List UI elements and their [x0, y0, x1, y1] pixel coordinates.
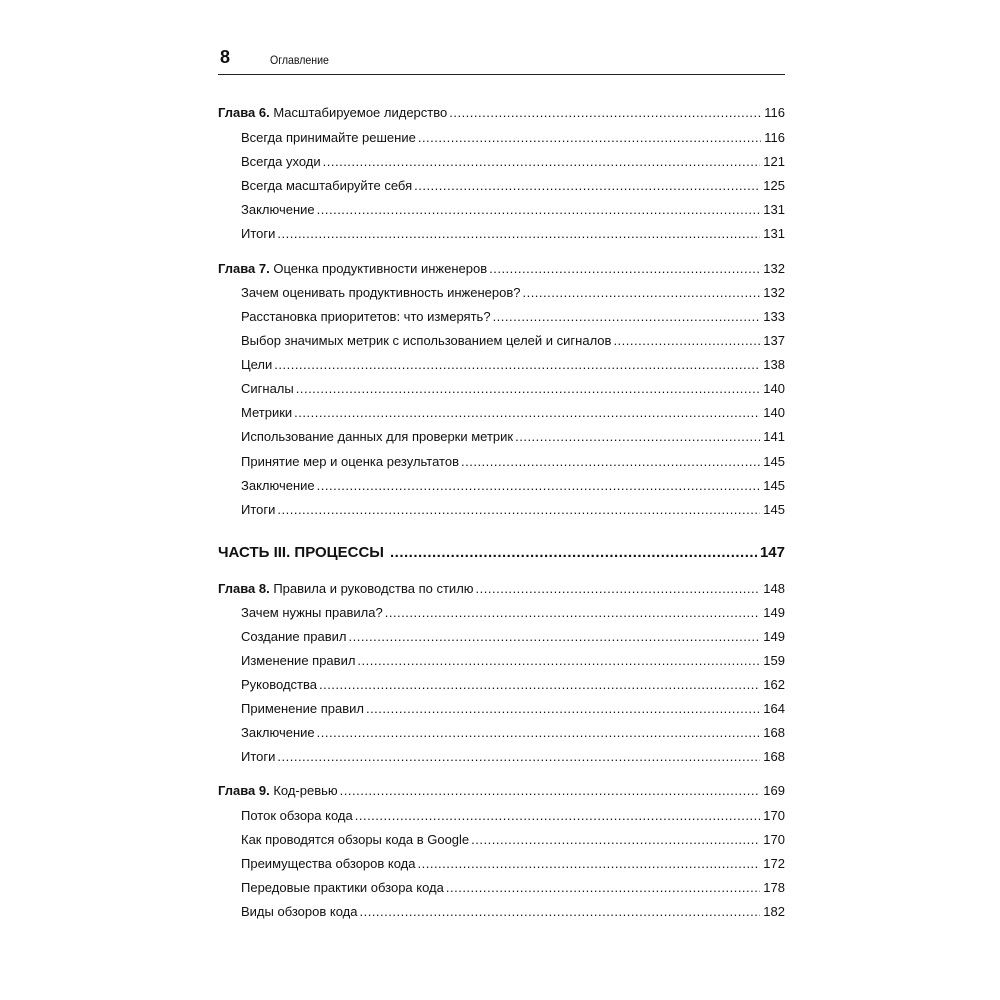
toc-entry-title: Цели — [241, 357, 273, 372]
toc-chapter-8[interactable] — [218, 581, 785, 597]
toc-page-number: 141 — [763, 429, 785, 444]
toc-page-number: 140 — [763, 381, 785, 396]
toc-entry[interactable] — [241, 429, 785, 445]
toc-page-number: 178 — [763, 880, 785, 895]
dot-leader — [355, 808, 761, 824]
dot-leader — [366, 701, 760, 717]
toc-entry[interactable] — [241, 405, 785, 421]
toc-entry[interactable] — [241, 629, 785, 645]
toc-entry-title: Как проводятся обзоры кода в Google — [241, 832, 470, 847]
toc-entry-title: Преимущества обзоров кода — [241, 856, 416, 871]
dot-leader — [340, 783, 761, 799]
toc-entry[interactable] — [241, 808, 785, 824]
toc-entry-title: Поток обзора кода — [241, 808, 353, 823]
dot-leader — [449, 105, 761, 121]
toc-entry-title: Зачем оценивать продуктивность инженеров? — [241, 285, 521, 300]
dot-leader — [294, 405, 760, 421]
dot-leader — [317, 202, 761, 218]
toc-entry[interactable] — [241, 653, 785, 669]
dot-leader — [317, 725, 761, 741]
toc-page-number: 162 — [763, 677, 785, 692]
dot-leader — [489, 261, 760, 277]
toc-page-number: 169 — [763, 783, 785, 798]
dot-leader — [319, 677, 760, 693]
page-number: 8 — [220, 47, 231, 67]
toc-entry[interactable] — [241, 856, 785, 872]
toc-entry-title: Создание правил — [241, 629, 347, 644]
toc-entry-title: Выбор значимых метрик с использованием целей и сигналов — [241, 333, 612, 348]
toc-entry[interactable] — [241, 285, 785, 301]
toc-entry[interactable] — [241, 333, 785, 349]
dot-leader — [414, 178, 760, 194]
toc-part-3[interactable] — [218, 544, 785, 564]
toc-page-number: 149 — [763, 629, 785, 644]
toc-entry[interactable] — [241, 725, 785, 741]
toc-entry[interactable] — [241, 677, 785, 693]
dot-leader — [349, 629, 761, 645]
toc-page-number: 137 — [763, 333, 785, 348]
toc-page-number: 132 — [763, 285, 785, 300]
toc-entry[interactable] — [241, 832, 785, 848]
toc-entry[interactable] — [241, 880, 785, 896]
toc-page-number: 131 — [763, 226, 785, 241]
toc-chapter-9[interactable] — [218, 783, 785, 799]
dot-leader — [461, 454, 760, 470]
dot-leader — [385, 605, 761, 621]
toc-entry-title: Сигналы — [241, 381, 294, 396]
toc-entry[interactable] — [241, 478, 785, 494]
toc-entry[interactable] — [241, 701, 785, 717]
dot-leader — [418, 856, 761, 872]
dot-leader — [277, 502, 760, 518]
toc-entry[interactable] — [241, 130, 785, 146]
toc-chapter-6[interactable] — [218, 105, 785, 121]
dot-leader — [476, 581, 761, 597]
dot-leader — [446, 880, 760, 896]
dot-leader — [418, 130, 761, 146]
toc-page-number: 125 — [763, 178, 785, 193]
dot-leader — [613, 333, 760, 349]
dot-leader — [274, 357, 760, 373]
toc-chapter-7[interactable] — [218, 261, 785, 277]
toc-entry-title: Передовые практики обзора кода — [241, 880, 444, 895]
toc-entry-title: Руководства — [241, 677, 317, 692]
toc-page-number: 147 — [759, 544, 785, 561]
chapter-label: Глава 8. — [218, 581, 270, 596]
dot-leader — [359, 904, 760, 920]
dot-leader — [493, 309, 761, 325]
toc-entry[interactable] — [241, 502, 785, 518]
dot-leader — [317, 478, 761, 494]
toc-page-number: 116 — [764, 130, 785, 145]
toc-page-number: 164 — [763, 701, 785, 716]
chapter-label: Глава 6. — [218, 105, 270, 120]
toc-entry-title: Использование данных для проверки метрик — [241, 429, 514, 444]
toc-entry-title: Заключение — [241, 725, 315, 740]
toc-entry[interactable] — [241, 357, 785, 373]
toc-page-number: 148 — [763, 581, 785, 596]
toc-page-number: 131 — [763, 202, 785, 217]
dot-leader — [357, 653, 760, 669]
toc-entry-title: Итоги — [241, 226, 276, 241]
chapter-title: Оценка продуктивности инженеров — [269, 261, 488, 276]
toc-page-number: 145 — [763, 502, 785, 517]
toc-page-number: 133 — [763, 309, 785, 324]
dot-leader — [277, 749, 760, 765]
toc-page-number: 168 — [763, 725, 785, 740]
dot-leader — [296, 381, 761, 397]
toc-entry[interactable] — [241, 226, 785, 242]
toc-page-number: 140 — [763, 405, 785, 420]
toc-entry-title: Заключение — [241, 478, 315, 493]
toc-entry-title: Расстановка приоритетов: что измерять? — [241, 309, 491, 324]
toc-page-number: 168 — [763, 749, 785, 764]
chapter-title: Масштабируемое лидерство — [269, 105, 448, 120]
toc-page-number: 170 — [763, 808, 785, 823]
toc-page-number: 116 — [764, 105, 785, 120]
toc-page-number: 145 — [763, 454, 785, 469]
toc-page-number: 159 — [763, 653, 785, 668]
toc-entry[interactable] — [241, 154, 785, 170]
chapter-label: Глава 9. — [218, 783, 270, 798]
toc-entry[interactable] — [241, 202, 785, 218]
toc-page-number: 132 — [763, 261, 785, 276]
toc-entry[interactable] — [241, 309, 785, 325]
dot-leader — [471, 832, 760, 848]
toc-entry-title: Принятие мер и оценка результатов — [241, 454, 459, 469]
toc-entry-title: Зачем нужны правила? — [241, 605, 383, 620]
chapter-label: Глава 7. — [218, 261, 270, 276]
running-head: Оглавление — [270, 53, 329, 67]
part-title: ЧАСТЬ III. ПРОЦЕССЫ — [218, 544, 384, 561]
toc-entry-title: Метрики — [241, 405, 293, 420]
toc-entry-title: Всегда масштабируйте себя — [241, 178, 413, 193]
dot-leader — [323, 154, 761, 170]
chapter-title: Код-ревью — [269, 783, 338, 798]
dot-leader — [515, 429, 760, 445]
toc-entry[interactable] — [241, 605, 785, 621]
dot-leader — [522, 285, 760, 301]
toc-entry-title: Заключение — [241, 202, 315, 217]
toc-entry-title: Итоги — [241, 749, 276, 764]
toc-entry-title: Всегда уходи — [241, 154, 321, 169]
page-header — [218, 44, 785, 75]
toc-page-number: 172 — [763, 856, 785, 871]
toc-entry-title: Виды обзоров кода — [241, 904, 358, 919]
toc-entry[interactable] — [241, 178, 785, 194]
toc-page-number: 149 — [763, 605, 785, 620]
chapter-title: Правила и руководства по стилю — [269, 581, 474, 596]
toc-entry[interactable] — [241, 904, 785, 920]
toc-page-number: 121 — [763, 154, 785, 169]
toc-entry-title: Применение правил — [241, 701, 364, 716]
dot-leader — [277, 226, 760, 242]
toc-page-number: 138 — [763, 357, 785, 372]
toc-page-number: 145 — [763, 478, 785, 493]
toc-entry-title: Изменение правил — [241, 653, 356, 668]
toc-entry[interactable] — [241, 749, 785, 765]
dot-leader — [390, 544, 757, 561]
toc-entry[interactable] — [241, 454, 785, 470]
toc-entry-title: Всегда принимайте решение — [241, 130, 416, 145]
toc-entry-title: Итоги — [241, 502, 276, 517]
toc-page-number: 182 — [763, 904, 785, 919]
toc-entry[interactable] — [241, 381, 785, 397]
toc-page-number: 170 — [763, 832, 785, 847]
